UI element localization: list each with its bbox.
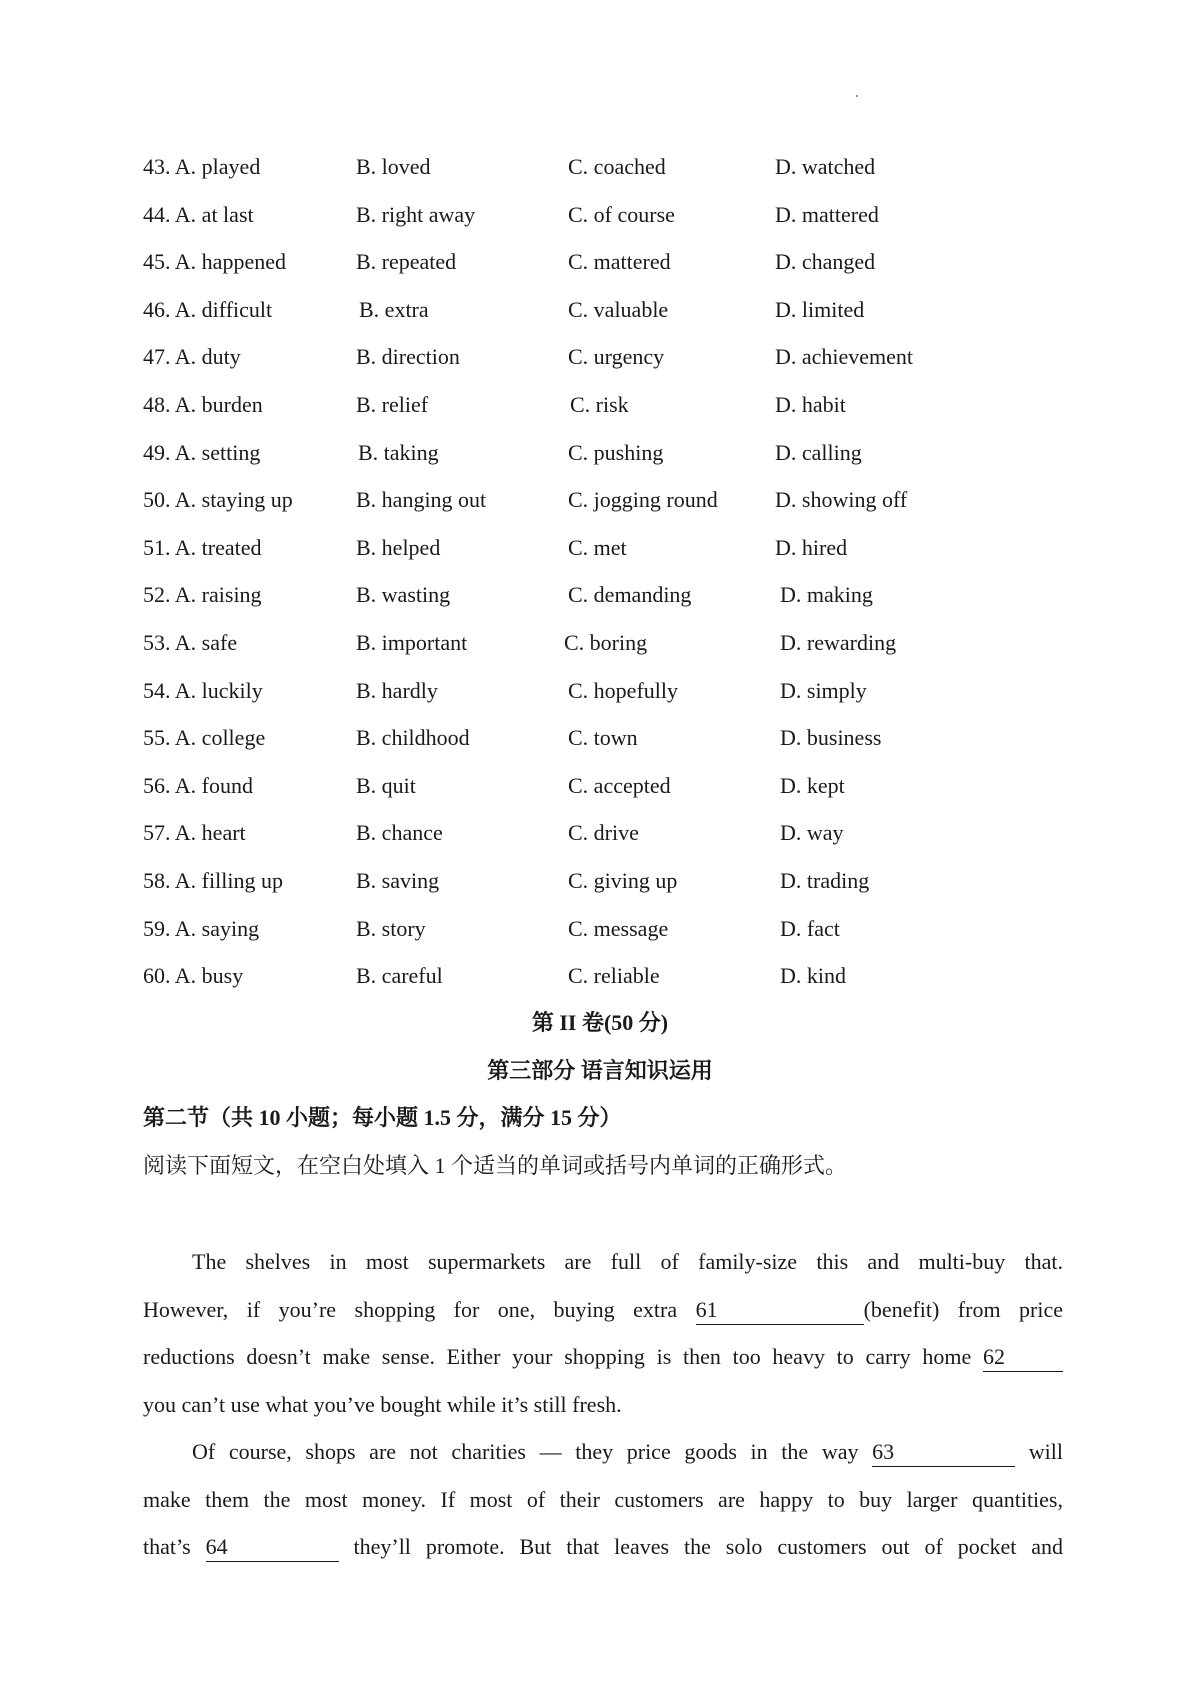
option-c: C. coached — [568, 154, 666, 179]
part-title: 第三部分 语言知识运用 — [487, 1058, 713, 1083]
passage — [143, 1238, 1063, 1571]
question-row-51 — [143, 529, 1063, 577]
blank-63: 63 — [872, 1438, 1015, 1467]
question-number: 47. — [143, 344, 171, 370]
option-d: D. mattered — [775, 201, 879, 227]
question-number: 56. — [143, 772, 171, 798]
scan-dot — [856, 95, 858, 97]
option-d: D. hired — [775, 534, 848, 560]
question-number: 49. — [143, 439, 171, 465]
question-row-43 — [143, 148, 1063, 196]
option-a-text: A. found — [174, 772, 254, 798]
option-b: B. quit — [356, 772, 416, 798]
option-a — [143, 628, 237, 658]
option-c: C. jogging round — [568, 487, 718, 513]
question-number: 45. — [143, 249, 171, 275]
option-b: B. childhood — [356, 725, 470, 751]
question-number: 57. — [143, 820, 171, 846]
option-a-text: A. filling up — [174, 867, 283, 893]
passage-text: Of course, shops are not charities — they price goods in the way — [192, 1439, 859, 1464]
option-a — [143, 580, 262, 610]
option-a-text: A. difficult — [174, 296, 273, 322]
option-c: C. drive — [568, 820, 639, 846]
option-a-text: A. treated — [174, 534, 262, 560]
instruction: 阅读下面短文，在空白处填入 1 个适当的单词或括号内单词的正确形式。 — [143, 1153, 848, 1178]
option-a — [143, 342, 241, 372]
option-a-text: A. happened — [174, 249, 286, 275]
option-a — [143, 390, 263, 420]
question-number: 43. — [143, 154, 171, 179]
option-a — [143, 866, 283, 896]
option-b: B. hanging out — [356, 487, 487, 513]
section-title: 第二节（共 10 小题；每小题 1.5 分，满分 15 分） — [143, 1105, 622, 1130]
question-row-46 — [143, 291, 1063, 339]
question-row-48 — [143, 386, 1063, 434]
option-a — [143, 200, 254, 230]
passage-line-6: make them the most money. If most of their customers are happy to buy larger quantities, — [143, 1486, 1063, 1512]
question-row-53 — [143, 624, 1063, 672]
option-c: C. met — [568, 534, 627, 560]
passage-text: (benefit) from price — [863, 1296, 1064, 1322]
option-d: D. habit — [775, 391, 846, 417]
passage-line-5 — [143, 1428, 1063, 1476]
option-c: C. of course — [568, 201, 675, 227]
option-b: B. direction — [356, 344, 460, 370]
question-number: 54. — [143, 677, 171, 703]
option-c: C. message — [568, 915, 669, 941]
blank-64: 64 — [206, 1533, 339, 1562]
question-number: 51. — [143, 534, 171, 560]
option-a-text: A. duty — [174, 344, 241, 370]
question-number: 50. — [143, 487, 171, 513]
question-number: 48. — [143, 391, 171, 417]
question-number: 55. — [143, 725, 171, 751]
blank-62: 62 — [983, 1343, 1063, 1372]
option-a — [143, 676, 263, 706]
passage-line-3 — [143, 1333, 1063, 1381]
question-number: 60. — [143, 963, 171, 989]
question-number: 44. — [143, 201, 171, 227]
option-a-text: A. saying — [174, 915, 260, 941]
question-row-60 — [143, 957, 1063, 1005]
option-a-text: A. luckily — [174, 677, 263, 703]
option-b: B. repeated — [356, 249, 457, 275]
option-c: C. town — [568, 725, 638, 751]
option-d: D. kept — [780, 772, 845, 798]
option-d: D. limited — [775, 296, 865, 322]
question-row-45 — [143, 243, 1063, 291]
option-c: C. hopefully — [568, 677, 678, 703]
option-d: D. making — [780, 582, 873, 608]
option-a-text: A. college — [174, 725, 266, 751]
option-b: B. saving — [356, 867, 440, 893]
option-b: B. story — [356, 915, 426, 941]
option-d: D. simply — [780, 677, 867, 703]
option-d: D. calling — [775, 439, 862, 465]
option-d: D. kind — [780, 963, 846, 989]
option-a-text: A. staying up — [174, 487, 293, 513]
option-a-text: A. burden — [174, 391, 263, 417]
option-a — [143, 438, 260, 468]
question-number: 58. — [143, 867, 171, 893]
question-number: 53. — [143, 629, 171, 655]
option-c: C. urgency — [568, 344, 665, 370]
option-b: B. wasting — [356, 582, 451, 608]
passage-text: reductions doesn’t make sense. Either your shopping is then too heavy to carry home — [143, 1344, 972, 1369]
option-c: C. accepted — [568, 772, 671, 798]
passage-line-4: you can’t use what you’ve bought while it’s still fresh. — [143, 1391, 622, 1417]
question-row-55 — [143, 719, 1063, 767]
option-a-text: A. raising — [174, 582, 262, 608]
option-d: D. business — [780, 725, 882, 751]
option-c: C. valuable — [568, 296, 669, 322]
question-row-47 — [143, 338, 1063, 386]
passage-line-2 — [143, 1286, 1063, 1334]
option-c: C. demanding — [568, 582, 692, 608]
option-c: C. risk — [570, 391, 629, 417]
option-d: D. watched — [775, 154, 876, 179]
option-a-text: A. busy — [174, 963, 244, 989]
question-row-57 — [143, 814, 1063, 862]
option-d: D. trading — [780, 867, 870, 893]
option-d: D. fact — [780, 915, 840, 941]
question-row-54 — [143, 672, 1063, 720]
option-a-text: A. played — [174, 154, 261, 179]
option-a — [143, 295, 272, 325]
option-a — [143, 961, 243, 991]
option-b: B. loved — [356, 154, 431, 179]
question-number: 46. — [143, 296, 171, 322]
option-c: C. boring — [564, 629, 648, 655]
option-b: B. extra — [359, 296, 429, 322]
question-row-58 — [143, 862, 1063, 910]
question-row-56 — [143, 767, 1063, 815]
option-d: D. changed — [775, 249, 876, 275]
option-list — [143, 148, 1063, 1005]
option-c: C. mattered — [568, 249, 671, 275]
passage-text: However, if you’re shopping for one, buying extra — [143, 1296, 678, 1322]
option-b: B. right away — [356, 201, 476, 227]
passage-line-7 — [143, 1523, 1063, 1571]
paper-title: 第 II 卷(50 分) — [531, 1010, 669, 1035]
passage-line-1: The shelves in most supermarkets are full of family-size this and multi-buy that. — [192, 1249, 1063, 1274]
option-b: B. hardly — [356, 677, 438, 703]
question-row-49 — [143, 434, 1063, 482]
option-d: D. rewarding — [780, 629, 897, 655]
option-a — [143, 485, 293, 515]
option-a — [143, 723, 265, 753]
option-c: C. reliable — [568, 963, 660, 989]
option-d: D. achievement — [775, 344, 914, 370]
question-row-52 — [143, 576, 1063, 624]
option-b: B. important — [356, 629, 468, 655]
option-a — [143, 247, 286, 277]
option-c: C. giving up — [568, 867, 678, 893]
option-a — [143, 914, 259, 944]
option-b: B. relief — [356, 391, 429, 417]
question-number: 59. — [143, 915, 171, 941]
question-row-50 — [143, 481, 1063, 529]
option-b: B. taking — [358, 439, 439, 465]
passage-text: will — [1028, 1439, 1063, 1464]
option-a — [143, 771, 253, 801]
option-a-text: A. safe — [174, 629, 238, 655]
question-row-59 — [143, 910, 1063, 958]
option-d: D. showing off — [775, 487, 908, 513]
option-a — [143, 818, 246, 848]
option-b: B. chance — [356, 820, 443, 846]
option-a — [143, 533, 262, 563]
question-row-44 — [143, 196, 1063, 244]
question-number: 52. — [143, 582, 171, 608]
option-b: B. helped — [356, 534, 441, 560]
option-c: C. pushing — [568, 439, 664, 465]
blank-61: 61 — [696, 1296, 864, 1325]
option-b: B. careful — [356, 963, 443, 989]
option-a-text: A. heart — [174, 820, 246, 846]
option-a — [143, 152, 260, 182]
option-d: D. way — [780, 820, 844, 846]
passage-text: that’s — [143, 1534, 191, 1559]
option-a-text: A. setting — [174, 439, 261, 465]
passage-text: they’ll promote. But that leaves the solo customers out of pocket and — [353, 1534, 1063, 1559]
option-a-text: A. at last — [174, 201, 254, 227]
